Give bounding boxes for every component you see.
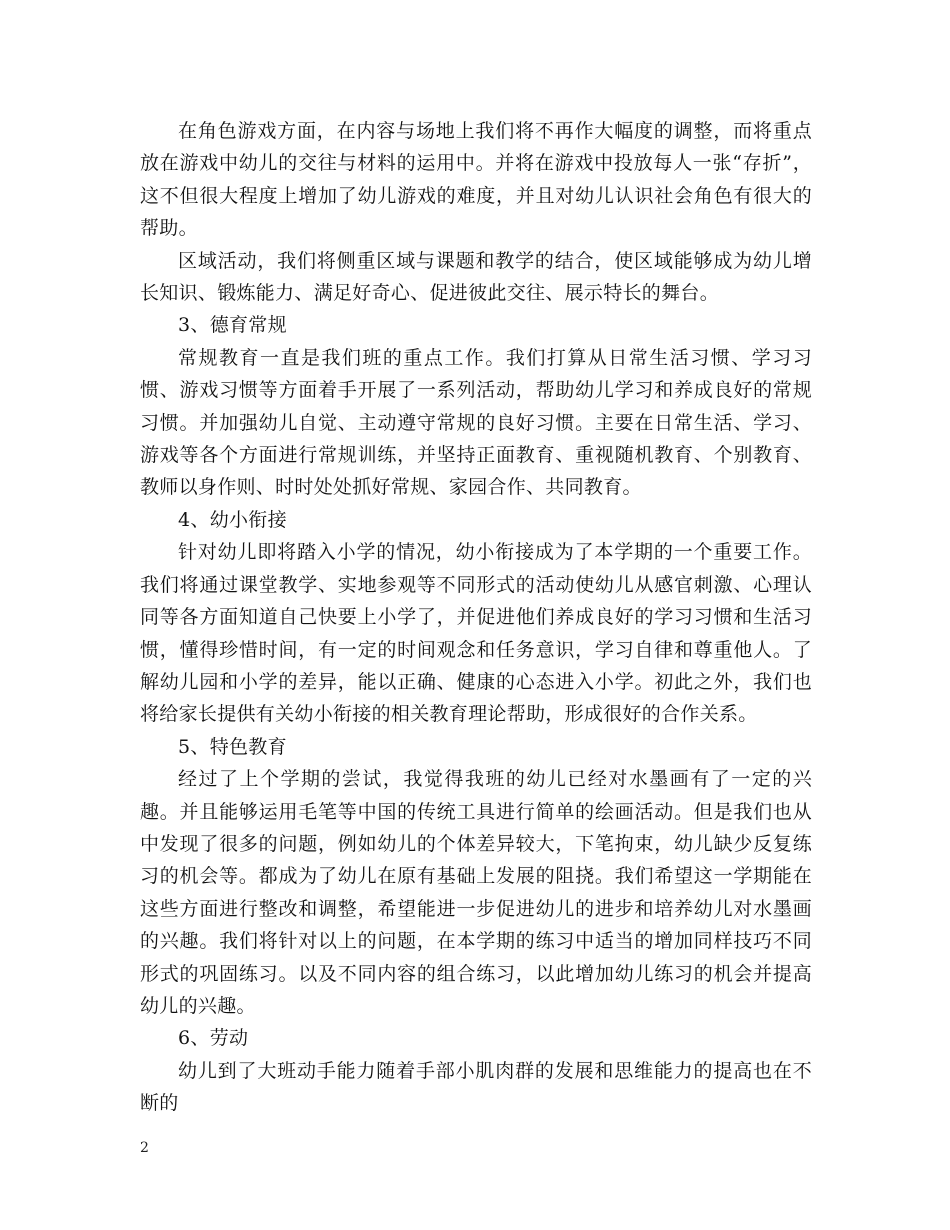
paragraph-labor: 幼儿到了大班动手能力随着手部小肌肉群的发展和思维能力的提高也在不断的 (140, 1059, 812, 1115)
heading-primary-transition: 4、幼小衔接 (178, 508, 287, 531)
paragraph-routine-education: 常规教育一直是我们班的重点工作。我们打算从日常生活习惯、学习习惯、游戏习惯等方面着手开展了一系列活动，帮助幼儿学习和养成良好的常规习惯。并加强幼儿自觉、主动遵守常规的良好习惯。主要在日常生活、学习、游戏等各个方面进行常规训练，并坚持正面教育、重视随机教育、个别教育、教师以身作则、时时处处抓好常规、家园合作、共同教育。 (140, 346, 812, 499)
paragraph-role-play: 在角色游戏方面，在内容与场地上我们将不再作大幅度的调整，而将重点放在游戏中幼儿的交往与材料的运用中。并将在游戏中投放每人一张“存折”，这不但很大程度上增加了幼儿游戏的难度，并且对幼儿认识社会角色有很大的帮助。 (140, 120, 812, 240)
page-number: 2 (140, 1140, 149, 1156)
heading-special-education: 5、特色教育 (178, 735, 287, 758)
heading-labor: 6、劳动 (178, 1027, 249, 1050)
document-body (140, 115, 812, 1120)
heading-moral-routine: 3、德育常规 (178, 314, 287, 337)
paragraph-ink-painting: 经过了上个学期的尝试，我觉得我班的幼儿已经对水墨画有了一定的兴趣。并且能够运用毛笔等中国的传统工具进行简单的绘画活动。但是我们也从中发现了很多的问题，例如幼儿的个体差异较大，下笔拘束，幼儿缺少反复练习的机会等。都成为了幼儿在原有基础上发展的阻挠。我们希望这一学期能在这些方面进行整改和调整，希望能进一步促进幼儿的进步和培养幼儿对水墨画的兴趣。我们将针对以上的问题，在本学期的练习中适当的增加同样技巧不同形式的巩固练习。以及不同内容的组合练习，以此增加幼儿练习的机会并提高幼儿的兴趣。 (140, 768, 812, 1017)
paragraph-primary-transition: 针对幼儿即将踏入小学的情况，幼小衔接成为了本学期的一个重要工作。我们将通过课堂教学、实地参观等不同形式的活动使幼儿从感官刺激、心理认同等各方面知道自己快要上小学了，并促进他们养成良好的学习习惯和生活习惯，懂得珍惜时间，有一定的时间观念和任务意识，学习自律和尊重他人。了解幼儿园和小学的差异，能以正确、健康的心态进入小学。初此之外，我们也将给家长提供有关幼小衔接的相关教育理论帮助，形成很好的合作关系。 (140, 541, 812, 726)
paragraph-area-activities: 区域活动，我们将侧重区域与课题和教学的结合，使区域能够成为幼儿增长知识、锻炼能力、满足好奇心、促进彼此交往、展示特长的舞台。 (140, 249, 812, 305)
